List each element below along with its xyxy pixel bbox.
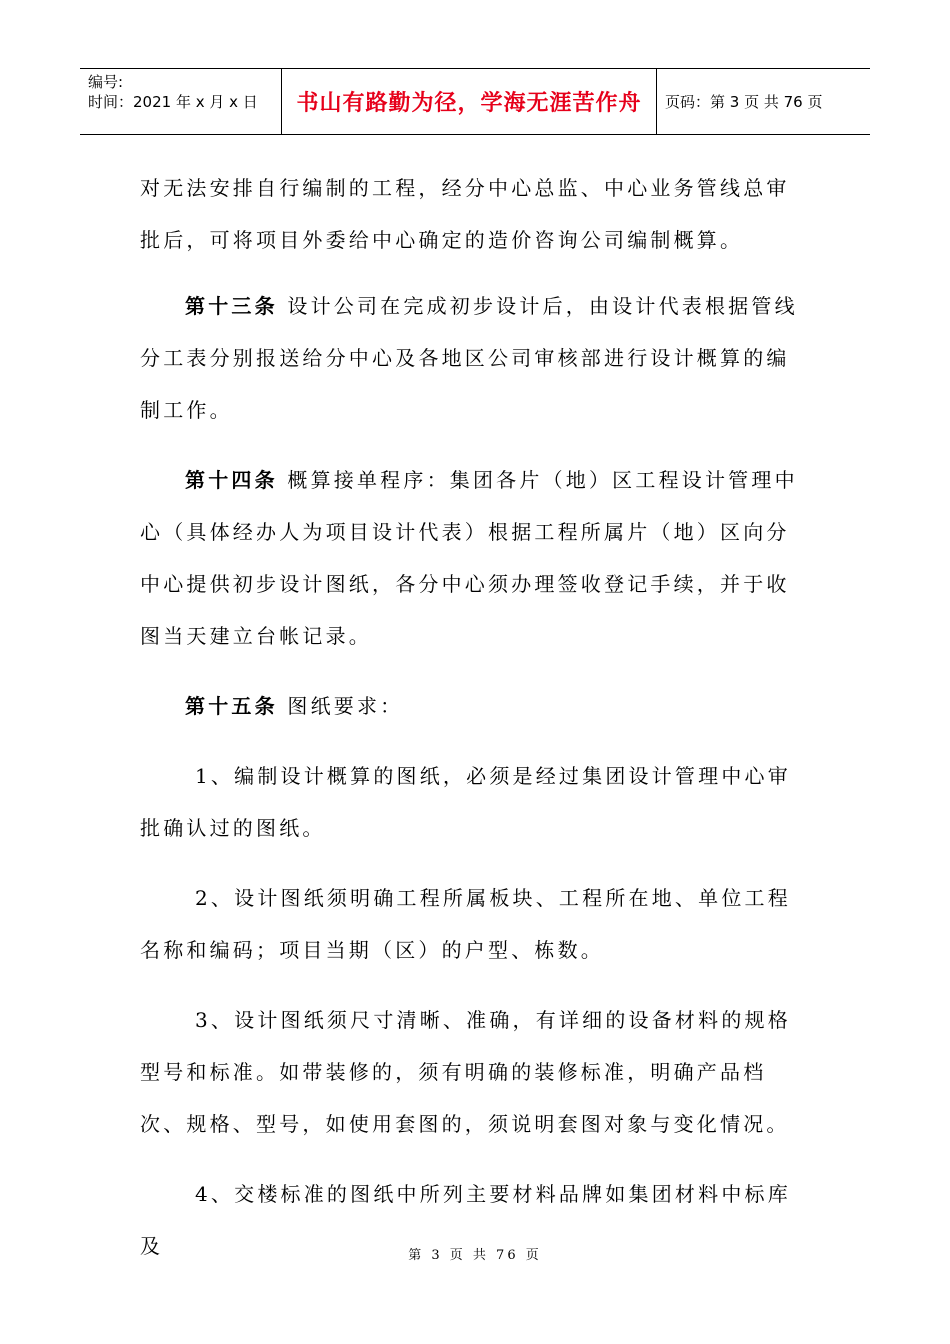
paragraph-text: 2、设计图纸须明确工程所属板块、工程所在地、单位工程名称和编码；项目当期（区）的户型、栋数。 bbox=[140, 886, 791, 962]
paragraph-text: 设计公司在完成初步设计后，由设计代表根据管线分工表分别报送给分中心及各地区公司审核部进行设计概算的编制工作。 bbox=[140, 294, 798, 422]
article-heading: 第十五条 bbox=[185, 694, 278, 718]
header-motto: 书山有路勤为径，学海无涯苦作舟 bbox=[282, 69, 657, 134]
article-13 bbox=[140, 280, 810, 436]
document-number-label: 编号: bbox=[88, 73, 124, 91]
paragraph-text: 4、交楼标准的图纸中所列主要材料品牌如集团材料中标库及 bbox=[140, 1182, 791, 1258]
page-header bbox=[80, 68, 870, 135]
header-meta bbox=[80, 69, 282, 134]
paragraph-text: 3、设计图纸须尺寸清晰、准确，有详细的设备材料的规格型号和标准。如带装修的，须有明确的装修标准，明确产品档次、规格、型号，如使用套图的，须说明套图对象与变化情况。 bbox=[140, 1008, 791, 1136]
article-14 bbox=[140, 454, 810, 662]
article-heading: 第十三条 bbox=[185, 294, 278, 318]
paragraph bbox=[140, 162, 810, 266]
paragraph-text: 1、编制设计概算的图纸，必须是经过集团设计管理中心审批确认过的图纸。 bbox=[140, 764, 791, 840]
document-date: 时间：2021 年 x 月 x 日 bbox=[88, 93, 258, 111]
list-item bbox=[140, 750, 810, 854]
paragraph-text: 图纸要求： bbox=[277, 694, 404, 718]
paragraph-text: 对无法安排自行编制的工程，经分中心总监、中心业务管线总审批后，可将项目外委给中心确定的造价咨询公司编制概算。 bbox=[140, 176, 790, 252]
article-heading: 第十四条 bbox=[185, 468, 278, 492]
header-page-info: 页码：第 3 页 共 76 页 bbox=[665, 93, 823, 111]
page-footer: 第 3 页 共 76 页 bbox=[408, 1248, 542, 1263]
list-item bbox=[140, 872, 810, 976]
list-item bbox=[140, 994, 810, 1150]
paragraph-text: 概算接单程序：集团各片（地）区工程设计管理中心（具体经办人为项目设计代表）根据工程所属片（地）区向分中心提供初步设计图纸，各分中心须办理签收登记手续，并于收图当天建立台帐记录。 bbox=[140, 468, 798, 648]
document-body bbox=[140, 162, 810, 1272]
article-15 bbox=[140, 680, 810, 732]
